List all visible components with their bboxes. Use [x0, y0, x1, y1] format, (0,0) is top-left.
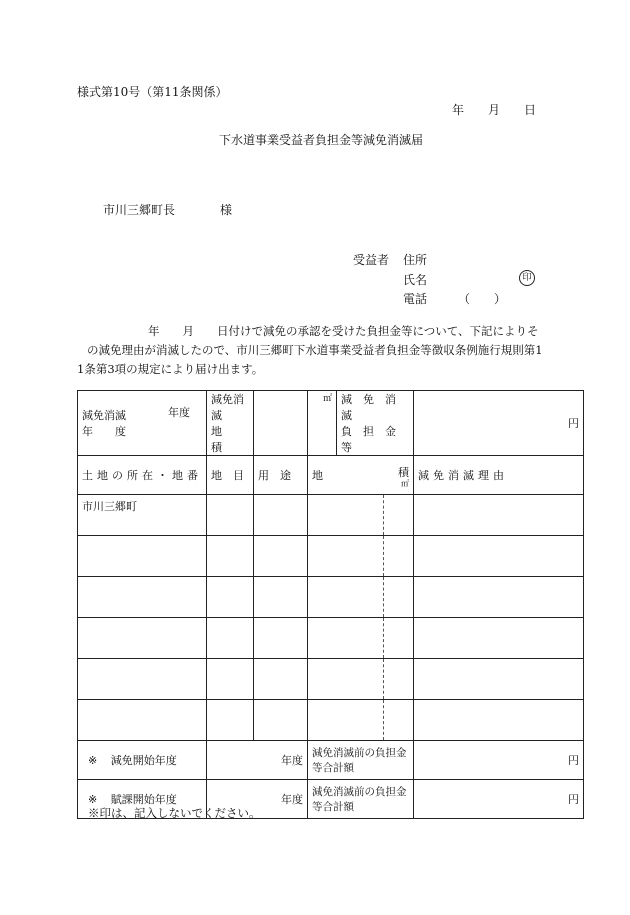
table-row	[78, 700, 584, 741]
amount-label-b: 負 担 金 等	[341, 425, 407, 454]
amount-label-cell	[337, 391, 414, 456]
land-category-cell[interactable]	[207, 659, 254, 700]
area-unit-cell	[308, 391, 337, 456]
usage-cell[interactable]	[254, 659, 308, 700]
addressee-honorific: 様	[220, 203, 233, 217]
area-int-cell[interactable]	[308, 700, 384, 741]
location-cell[interactable]	[78, 618, 207, 659]
date-line: 年 月 日	[452, 103, 537, 117]
area-dec-cell[interactable]	[384, 495, 414, 536]
area-int-cell[interactable]	[308, 495, 384, 536]
footer-total-label: 減免消滅前の負担金等合計額	[312, 786, 407, 813]
area-label-cell	[207, 391, 254, 456]
location-cell[interactable]	[78, 577, 207, 618]
area-header-unit: ㎡	[401, 479, 409, 488]
body-line-1: 年 月 日付けで減免の承認を受けた負担金等について、下記によりそ	[148, 324, 539, 338]
phone-label: 電話	[403, 292, 428, 306]
header-row	[78, 456, 584, 495]
footer-label: 減免開始年度	[110, 754, 177, 767]
form-number: 様式第10号（第11条関係）	[77, 85, 228, 99]
location-prefix: 市川三郷町	[82, 500, 137, 513]
table-row	[78, 618, 584, 659]
footer-mark: ※	[88, 793, 98, 806]
footer-year-unit: 年度	[281, 754, 303, 767]
levy-total-value-cell[interactable]	[414, 780, 584, 819]
name-label: 氏名	[403, 273, 428, 287]
footer-total-unit: 円	[568, 793, 579, 806]
seal-icon	[519, 270, 535, 286]
reason-cell[interactable]	[414, 536, 584, 577]
footer-mark: ※	[88, 754, 98, 767]
location-header: 土地の所在・地番	[78, 456, 207, 495]
year-label-a: 減免消滅	[82, 409, 126, 422]
footer-year-unit: 年度	[281, 793, 303, 806]
table-row	[78, 536, 584, 577]
seal-label: 印	[522, 273, 532, 283]
area-dec-cell[interactable]	[384, 659, 414, 700]
year-label-b: 年 度	[82, 425, 126, 438]
area-int-cell[interactable]	[308, 618, 384, 659]
area-label-a: 減免消滅	[211, 393, 244, 422]
area-int-cell[interactable]	[308, 659, 384, 700]
table-row	[78, 577, 584, 618]
levy-total-label-cell	[308, 780, 414, 819]
form-table	[77, 390, 584, 819]
year-cell[interactable]	[78, 391, 207, 456]
reason-cell[interactable]	[414, 577, 584, 618]
area-header	[308, 456, 414, 495]
amount-unit: 円	[568, 417, 579, 430]
year-unit: 年度	[168, 406, 190, 419]
land-category-cell[interactable]	[207, 536, 254, 577]
body-line-2: の減免理由が消滅したので、市川三郷町下水道事業受益者負担金等徴収条例施行規則第1	[87, 343, 543, 357]
body-line-3: 1条第3項の規定により届け出ます。	[77, 362, 264, 376]
footer-total-label: 減免消滅前の負担金等合計額	[312, 747, 407, 774]
reduction-total-label-cell	[308, 741, 414, 780]
land-category-cell[interactable]	[207, 700, 254, 741]
land-category-cell[interactable]	[207, 618, 254, 659]
amount-label-a: 減 免 消 滅	[341, 393, 407, 422]
area-dec-cell[interactable]	[384, 618, 414, 659]
location-cell[interactable]	[78, 659, 207, 700]
reason-cell[interactable]	[414, 495, 584, 536]
page-title: 下水道事業受益者負担金等減免消滅届	[219, 133, 424, 147]
reduction-start-year-cell[interactable]	[207, 741, 308, 780]
location-cell[interactable]	[78, 536, 207, 577]
land-category-header: 地 目	[207, 456, 254, 495]
footer-total-unit: 円	[568, 754, 579, 767]
area-header-b: 積	[398, 466, 409, 479]
area-dec-cell[interactable]	[384, 536, 414, 577]
reduction-total-value-cell[interactable]	[414, 741, 584, 780]
reduction-start-label-cell	[78, 741, 207, 780]
area-int-cell[interactable]	[308, 536, 384, 577]
phone-paren: （ ）	[458, 292, 507, 306]
reason-cell[interactable]	[414, 700, 584, 741]
usage-cell[interactable]	[254, 700, 308, 741]
area-header-a: 地	[312, 469, 323, 482]
footer-row-reduction	[78, 741, 584, 780]
usage-cell[interactable]	[254, 618, 308, 659]
reason-cell[interactable]	[414, 618, 584, 659]
reason-header: 減免消滅理由	[414, 456, 584, 495]
reason-cell[interactable]	[414, 659, 584, 700]
table-row	[78, 495, 584, 536]
area-label-b: 地 積	[211, 425, 244, 454]
usage-cell[interactable]	[254, 577, 308, 618]
address-label: 住所	[403, 253, 428, 267]
table-row	[78, 659, 584, 700]
location-cell[interactable]	[78, 700, 207, 741]
area-unit: ㎡	[322, 394, 332, 404]
summary-row	[78, 391, 584, 456]
location-cell[interactable]	[78, 495, 207, 536]
addressee-name: 市川三郷町長	[103, 203, 176, 217]
footnote: ※印は、記入しないでください。	[88, 806, 261, 820]
usage-header: 用 途	[254, 456, 308, 495]
land-category-cell[interactable]	[207, 577, 254, 618]
area-dec-cell[interactable]	[384, 700, 414, 741]
area-int-cell[interactable]	[308, 577, 384, 618]
land-category-cell[interactable]	[207, 495, 254, 536]
area-value-cell[interactable]	[254, 391, 308, 456]
applicant-label: 受益者	[353, 253, 390, 267]
amount-value-cell[interactable]	[414, 391, 584, 456]
area-dec-cell[interactable]	[384, 577, 414, 618]
usage-cell[interactable]	[254, 536, 308, 577]
usage-cell[interactable]	[254, 495, 308, 536]
footer-label: 賦課開始年度	[110, 793, 177, 806]
